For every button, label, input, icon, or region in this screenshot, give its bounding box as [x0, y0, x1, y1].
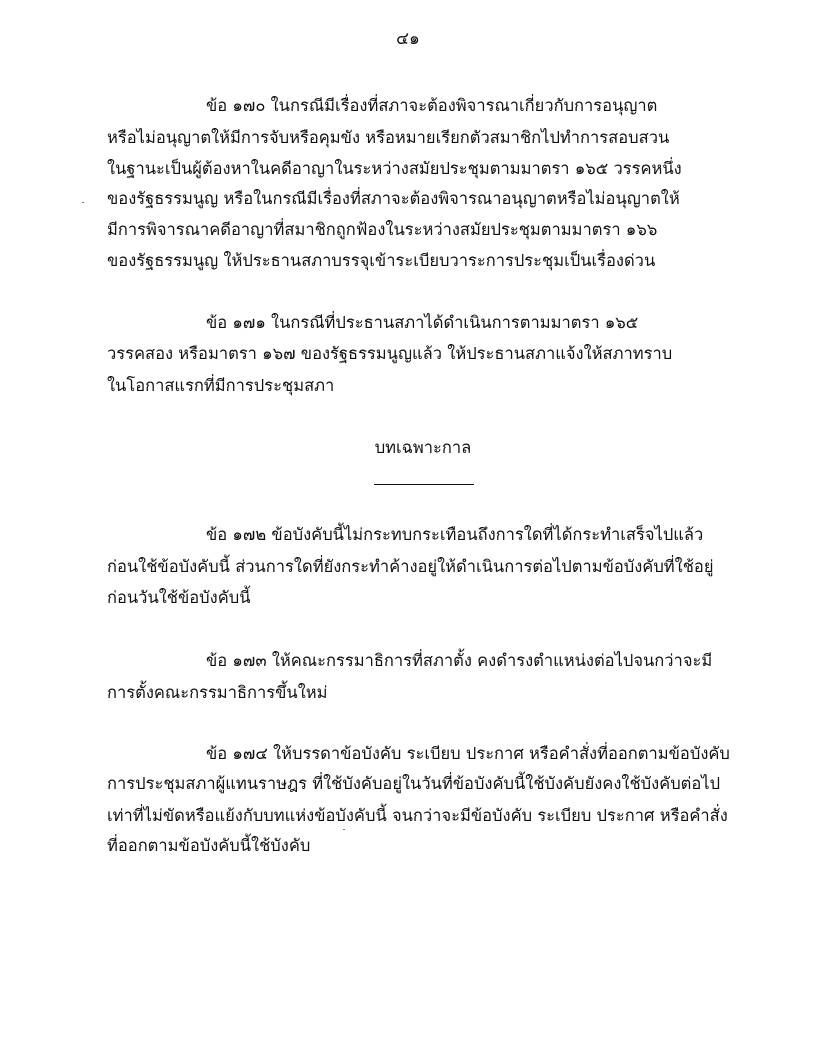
paragraph-line: มีการพิจารณาคดีอาญาที่สมาชิกถูกฟ้องในระหว่างสมัยประชุมตามมาตรา ๑๖๖ — [107, 220, 658, 239]
paragraph-line: ที่ออกตามข้อบังคับนี้ใช้บังคับ — [107, 836, 311, 855]
scan-speck — [82, 202, 84, 203]
paragraph-line: ในโอกาสแรกที่มีการประชุมสภา — [107, 376, 335, 395]
paragraph-line: ของรัฐธรรมนูญ ให้ประธานสภาบรรจุเข้าระเบียบวาระการประชุมเป็นเรื่องด่วน — [107, 251, 656, 270]
paragraph-line: เท่าที่ไม่ขัดหรือแย้งกับบทแห่งข้อบังคับนี้ จนกว่าจะมีข้อบังคับ ระเบียบ ประกาศ หรือคำสั่ง — [107, 806, 728, 825]
paragraph-line: ข้อ ๑๗๓ ให้คณะกรรมาธิการที่สภาตั้ง คงดำรงตำแหน่งต่อไปจนกว่าจะมี — [206, 651, 713, 670]
paragraph-line: ในฐานะเป็นผู้ต้องหาในคดีอาญาในระหว่างสมัยประชุมตามมาตรา ๑๖๕ วรรคหนึ่ง — [107, 159, 682, 178]
paragraph-line: ของรัฐธรรมนูญ หรือในกรณีมีเรื่องที่สภาจะต้องพิจารณาอนุญาตหรือไม่อนุญาตให้ — [107, 189, 680, 208]
paragraph-line: หรือไม่อนุญาตให้มีการจับหรือคุมขัง หรือหมายเรียกตัวสมาชิกไปทำการสอบสวน — [107, 128, 670, 147]
paragraph-line: การประชุมสภาผู้แทนราษฎร ที่ใช้บังคับอยู่ในวันที่ข้อบังคับนี้ใช้บังคับยังคงใช้บังคับต่อไป — [107, 774, 721, 793]
paragraph-line: ก่อนใช้ข้อบังคับนี้ ส่วนการใดที่ยังกระทำค้างอยู่ให้ดำเนินการต่อไปตามข้อบังคับที่ใช้อยู่ — [107, 557, 714, 576]
scan-speck — [343, 829, 345, 830]
paragraph-line: วรรคสอง หรือมาตรา ๑๖๗ ของรัฐธรรมนูญแล้ว ให้ประธานสภาแจ้งให้สภาทราบ — [107, 344, 673, 363]
paragraph-line: ข้อ ๑๗๑ ในกรณีที่ประธานสภาได้ดำเนินการตามมาตรา ๑๖๕ — [206, 313, 639, 332]
heading-underline — [374, 484, 474, 485]
page-number: ๔๑ — [396, 29, 420, 49]
paragraph-line: ข้อ ๑๗๔ ให้บรรดาข้อบังคับ ระเบียบ ประกาศ หรือคำสั่งที่ออกตามข้อบังคับ — [206, 744, 730, 763]
paragraph-line: การตั้งคณะกรรมาธิการขึ้นใหม่ — [107, 683, 328, 702]
paragraph-line: ข้อ ๑๗๐ ในกรณีมีเรื่องที่สภาจะต้องพิจารณาเกี่ยวกับการอนุญาต — [206, 96, 658, 115]
paragraph-line: ก่อนวันใช้ข้อบังคับนี้ — [107, 588, 251, 607]
paragraph-line: ข้อ ๑๗๒ ข้อบังคับนี้ไม่กระทบกระเทือนถึงการใดที่ได้กระทำเสร็จไปแล้ว — [206, 525, 704, 544]
transitional-provisions-heading: บทเฉพาะกาล — [374, 438, 472, 457]
